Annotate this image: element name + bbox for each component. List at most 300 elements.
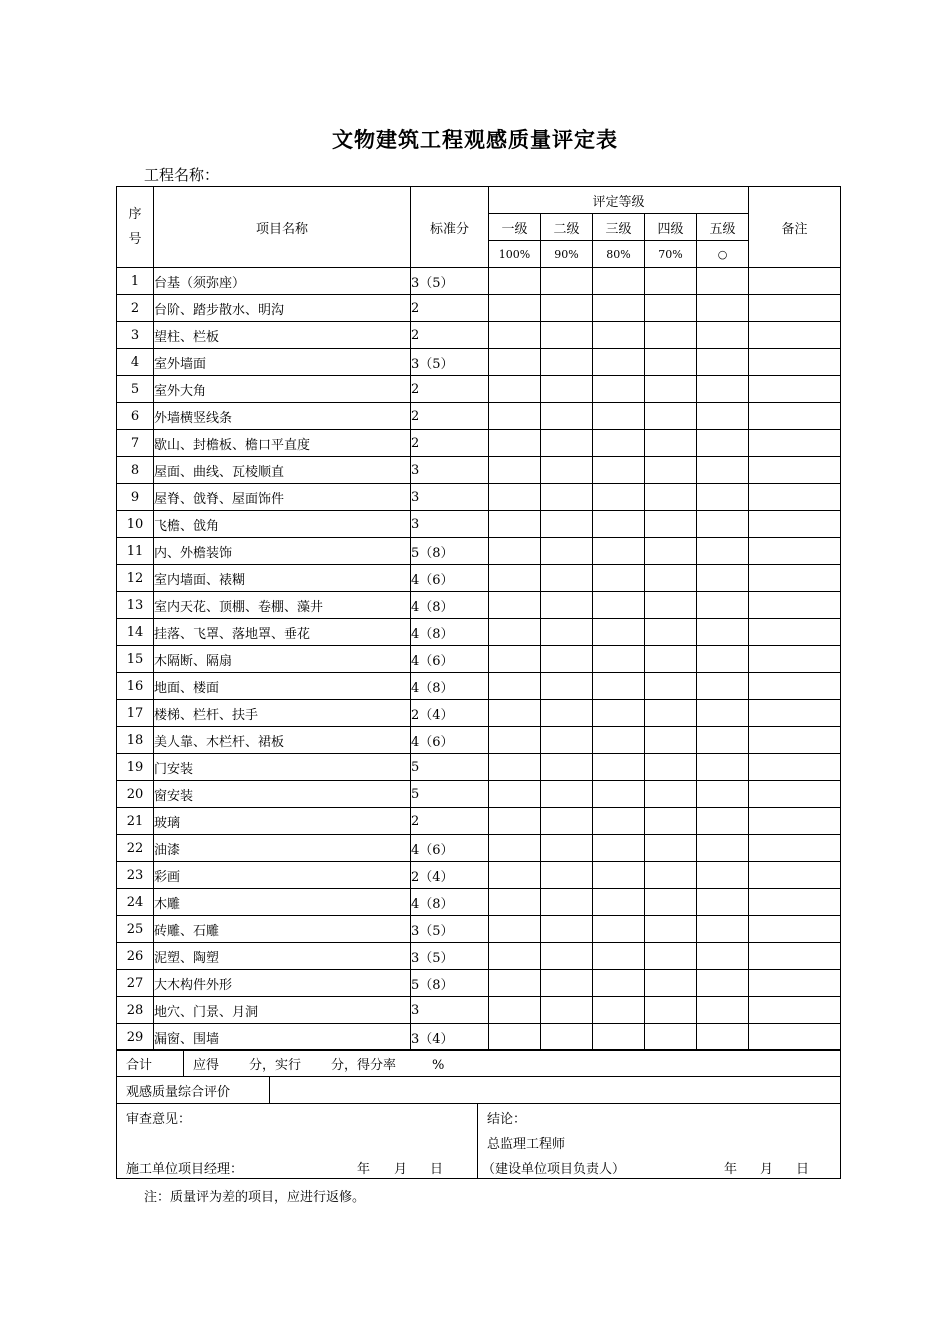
row-standard-score: 2 (411, 403, 489, 430)
grade-cell[interactable] (593, 592, 645, 619)
grade-cell[interactable] (645, 673, 697, 700)
grade-cell[interactable] (697, 349, 749, 376)
grade-cell[interactable] (489, 349, 541, 376)
table-row (117, 322, 841, 349)
remark-cell[interactable] (749, 484, 841, 511)
grade-cell[interactable] (697, 376, 749, 403)
review-opinion-label: 审查意见： (126, 1112, 192, 1127)
grade-cell[interactable] (697, 484, 749, 511)
remark-cell[interactable] (749, 511, 841, 538)
grade-cell[interactable] (593, 997, 645, 1024)
grade-cell[interactable] (489, 457, 541, 484)
grade-cell[interactable] (489, 997, 541, 1024)
row-standard-score: 2（4） (411, 700, 489, 727)
row-standard-score: 2 (411, 295, 489, 322)
row-item-name: 地穴、门景、月洞 (154, 997, 411, 1024)
table-row (117, 862, 841, 889)
table-row (117, 808, 841, 835)
remark-cell[interactable] (749, 592, 841, 619)
grade-cell[interactable] (645, 862, 697, 889)
row-number: 14 (117, 619, 154, 646)
row-item-name: 屋脊、戗脊、屋面饰件 (154, 484, 411, 511)
grade-cell[interactable] (593, 619, 645, 646)
grade-cell[interactable] (489, 808, 541, 835)
table-row (117, 916, 841, 943)
row-number: 12 (117, 565, 154, 592)
chief-supervisor-label: 总监理工程师 (487, 1137, 566, 1152)
grade-cell[interactable] (541, 295, 593, 322)
grade-cell[interactable] (697, 727, 749, 754)
grade-cell[interactable] (697, 430, 749, 457)
remark-header: 备注 (749, 187, 841, 268)
row-number: 13 (117, 592, 154, 619)
grade-cell[interactable] (645, 1024, 697, 1051)
row-item-name: 泥塑、陶塑 (154, 943, 411, 970)
grade-cell[interactable] (593, 403, 645, 430)
row-item-name: 彩画 (154, 862, 411, 889)
grade-cell[interactable] (645, 349, 697, 376)
remark-cell[interactable] (749, 1024, 841, 1051)
grade-cell[interactable] (541, 484, 593, 511)
row-number: 5 (117, 376, 154, 403)
grade-cell[interactable] (645, 727, 697, 754)
grade-name-header: 五级 (697, 214, 749, 241)
grade-cell[interactable] (645, 781, 697, 808)
row-item-name: 漏窗、围墙 (154, 1024, 411, 1051)
grade-cell[interactable] (541, 862, 593, 889)
grade-cell[interactable] (541, 754, 593, 781)
row-standard-score: 4（6） (411, 646, 489, 673)
grade-cell[interactable] (541, 349, 593, 376)
row-number: 18 (117, 727, 154, 754)
grade-cell[interactable] (489, 484, 541, 511)
grade-cell[interactable] (645, 322, 697, 349)
grade-cell[interactable] (541, 997, 593, 1024)
standard-score-header: 标准分 (411, 187, 489, 268)
row-item-name: 台阶、踏步散水、明沟 (154, 295, 411, 322)
remark-cell[interactable] (749, 268, 841, 295)
grade-cell[interactable] (697, 403, 749, 430)
table-row (117, 349, 841, 376)
grade-cell[interactable] (593, 916, 645, 943)
grade-cell[interactable] (697, 943, 749, 970)
review-opinion-box[interactable]: 审查意见： 施工单位项目经理： 年 月 日 (117, 1104, 478, 1179)
grade-cell[interactable] (489, 835, 541, 862)
grade-cell[interactable] (593, 430, 645, 457)
grade-percent-header: 70% (645, 241, 697, 268)
row-item-name: 楼梯、栏杆、扶手 (154, 700, 411, 727)
table-row (117, 295, 841, 322)
grade-cell[interactable] (489, 592, 541, 619)
grade-cell[interactable] (697, 700, 749, 727)
grade-cell[interactable] (697, 889, 749, 916)
remark-cell[interactable] (749, 700, 841, 727)
table-row (117, 619, 841, 646)
grade-cell[interactable] (489, 889, 541, 916)
table-row (117, 457, 841, 484)
grade-cell[interactable] (593, 565, 645, 592)
row-standard-score: 3 (411, 457, 489, 484)
grade-cell[interactable] (645, 808, 697, 835)
grade-cell[interactable] (697, 808, 749, 835)
grade-cell[interactable] (645, 916, 697, 943)
footnote: 注：质量评为差的项目，应进行返修。 (144, 1190, 366, 1205)
grade-cell[interactable] (645, 943, 697, 970)
table-row (117, 484, 841, 511)
grade-cell[interactable] (489, 619, 541, 646)
grade-cell[interactable] (541, 781, 593, 808)
grade-cell[interactable] (489, 916, 541, 943)
grade-cell[interactable] (541, 727, 593, 754)
remark-cell[interactable] (749, 295, 841, 322)
row-number: 9 (117, 484, 154, 511)
grade-cell[interactable] (697, 565, 749, 592)
row-item-name: 玻璃 (154, 808, 411, 835)
row-standard-score: 4（8） (411, 673, 489, 700)
row-standard-score: 4（6） (411, 565, 489, 592)
grade-cell[interactable] (593, 322, 645, 349)
grade-cell[interactable] (489, 295, 541, 322)
grade-cell[interactable] (697, 673, 749, 700)
remark-cell[interactable] (749, 835, 841, 862)
row-number: 1 (117, 268, 154, 295)
row-number: 24 (117, 889, 154, 916)
grade-percent-header: 80% (593, 241, 645, 268)
remark-cell[interactable] (749, 916, 841, 943)
table-row (117, 268, 841, 295)
remark-cell[interactable] (749, 862, 841, 889)
row-number: 15 (117, 646, 154, 673)
grade-cell[interactable] (697, 322, 749, 349)
grade-cell[interactable] (489, 376, 541, 403)
grade-cell[interactable] (593, 943, 645, 970)
row-standard-score: 2 (411, 376, 489, 403)
grade-cell[interactable] (697, 862, 749, 889)
grade-cell[interactable] (489, 268, 541, 295)
grade-cell[interactable] (541, 673, 593, 700)
grade-name-header: 四级 (645, 214, 697, 241)
row-number: 19 (117, 754, 154, 781)
grade-cell[interactable] (593, 295, 645, 322)
table-row (117, 565, 841, 592)
row-item-name: 油漆 (154, 835, 411, 862)
grade-cell[interactable] (541, 700, 593, 727)
grade-cell[interactable] (541, 808, 593, 835)
grade-cell[interactable] (541, 268, 593, 295)
grade-cell[interactable] (645, 511, 697, 538)
row-standard-score: 5（8） (411, 538, 489, 565)
grade-cell[interactable] (645, 592, 697, 619)
grade-cell[interactable] (593, 376, 645, 403)
table-row (117, 592, 841, 619)
table-row (117, 835, 841, 862)
grade-cell[interactable] (593, 835, 645, 862)
grade-cell[interactable] (593, 538, 645, 565)
row-number: 6 (117, 403, 154, 430)
remark-cell[interactable] (749, 322, 841, 349)
grade-cell[interactable] (697, 997, 749, 1024)
grade-cell[interactable] (697, 268, 749, 295)
table-row (117, 754, 841, 781)
grade-name-header: 一级 (489, 214, 541, 241)
summary-table (116, 1049, 841, 1179)
grade-cell[interactable] (541, 592, 593, 619)
row-number: 22 (117, 835, 154, 862)
grade-cell[interactable] (645, 835, 697, 862)
grade-cell[interactable] (541, 943, 593, 970)
grade-cell[interactable] (593, 1024, 645, 1051)
row-item-name: 地面、楼面 (154, 673, 411, 700)
grade-cell[interactable] (593, 511, 645, 538)
grade-cell[interactable] (489, 970, 541, 997)
row-item-name: 美人靠、木栏杆、裙板 (154, 727, 411, 754)
grade-cell[interactable] (645, 646, 697, 673)
grade-cell[interactable] (489, 781, 541, 808)
row-number: 17 (117, 700, 154, 727)
grade-cell[interactable] (593, 808, 645, 835)
construction-manager-label: 施工单位项目经理： (126, 1162, 244, 1177)
remark-cell[interactable] (749, 349, 841, 376)
remark-cell[interactable] (749, 970, 841, 997)
remark-cell[interactable] (749, 808, 841, 835)
remark-cell[interactable] (749, 403, 841, 430)
row-standard-score: 2 (411, 430, 489, 457)
grade-cell[interactable] (541, 970, 593, 997)
grade-cell[interactable] (489, 322, 541, 349)
grade-cell[interactable] (593, 970, 645, 997)
grade-cell[interactable] (697, 970, 749, 997)
grade-cell[interactable] (489, 862, 541, 889)
grade-cell[interactable] (697, 295, 749, 322)
remark-cell[interactable] (749, 538, 841, 565)
row-item-name: 内、外檐装饰 (154, 538, 411, 565)
table-row (117, 997, 841, 1024)
table-row (117, 727, 841, 754)
remark-cell[interactable] (749, 430, 841, 457)
grade-cell[interactable] (541, 376, 593, 403)
row-number: 27 (117, 970, 154, 997)
row-standard-score: 2 (411, 808, 489, 835)
grade-cell[interactable] (541, 430, 593, 457)
remark-cell[interactable] (749, 781, 841, 808)
row-number: 10 (117, 511, 154, 538)
conclusion-label: 结论： (487, 1112, 527, 1127)
table-row (117, 376, 841, 403)
row-item-name: 室内墙面、裱糊 (154, 565, 411, 592)
row-standard-score: 4（6） (411, 835, 489, 862)
grade-cell[interactable] (541, 619, 593, 646)
remark-cell[interactable] (749, 727, 841, 754)
grade-cell[interactable] (489, 565, 541, 592)
grade-cell[interactable] (489, 511, 541, 538)
grade-cell[interactable] (489, 538, 541, 565)
grade-cell[interactable] (697, 619, 749, 646)
grade-cell[interactable] (697, 1024, 749, 1051)
row-standard-score: 3（5） (411, 916, 489, 943)
remark-cell[interactable] (749, 889, 841, 916)
remark-cell[interactable] (749, 997, 841, 1024)
grade-cell[interactable] (593, 754, 645, 781)
item-name-header: 项目名称 (154, 187, 411, 268)
grade-cell[interactable] (593, 349, 645, 376)
row-item-name: 外墙横竖线条 (154, 403, 411, 430)
table-row (117, 430, 841, 457)
grade-cell[interactable] (697, 835, 749, 862)
grade-cell[interactable] (697, 646, 749, 673)
table-row (117, 970, 841, 997)
grade-cell[interactable] (593, 727, 645, 754)
table-row (117, 943, 841, 970)
owner-label: （建设单位项目负责人） (482, 1162, 626, 1177)
grade-cell[interactable] (697, 457, 749, 484)
row-item-name: 飞檐、戗角 (154, 511, 411, 538)
row-number: 21 (117, 808, 154, 835)
grade-cell[interactable] (593, 484, 645, 511)
remark-cell[interactable] (749, 565, 841, 592)
grade-name-header: 二级 (541, 214, 593, 241)
overall-evaluation-value[interactable] (270, 1077, 841, 1104)
grade-cell[interactable] (489, 1024, 541, 1051)
grade-cell[interactable] (489, 943, 541, 970)
row-standard-score: 3 (411, 484, 489, 511)
grade-cell[interactable] (541, 835, 593, 862)
grade-cell[interactable] (489, 673, 541, 700)
grade-cell[interactable] (645, 430, 697, 457)
table-row (117, 1024, 841, 1051)
row-item-name: 屋面、曲线、瓦棱顺直 (154, 457, 411, 484)
grade-cell[interactable] (645, 295, 697, 322)
row-standard-score: 3 (411, 511, 489, 538)
table-row (117, 673, 841, 700)
grade-cell[interactable] (697, 592, 749, 619)
grade-cell[interactable] (697, 916, 749, 943)
grade-cell[interactable] (593, 646, 645, 673)
page-title: 文物建筑工程观感质量评定表 (332, 127, 618, 152)
grade-cell[interactable] (593, 889, 645, 916)
row-number: 16 (117, 673, 154, 700)
grade-cell[interactable] (541, 403, 593, 430)
row-standard-score: 5（8） (411, 970, 489, 997)
row-standard-score: 5 (411, 754, 489, 781)
grade-cell[interactable] (645, 484, 697, 511)
row-item-name: 砖雕、石雕 (154, 916, 411, 943)
row-number: 4 (117, 349, 154, 376)
grade-cell[interactable] (541, 889, 593, 916)
row-number: 23 (117, 862, 154, 889)
row-item-name: 室外墙面 (154, 349, 411, 376)
grade-cell[interactable] (645, 565, 697, 592)
table-row (117, 781, 841, 808)
grade-cell[interactable] (697, 511, 749, 538)
grade-cell[interactable] (541, 1024, 593, 1051)
grade-cell[interactable] (645, 700, 697, 727)
grade-cell[interactable] (645, 403, 697, 430)
grade-cell[interactable] (645, 268, 697, 295)
row-item-name: 门安装 (154, 754, 411, 781)
row-standard-score: 3（5） (411, 943, 489, 970)
row-number: 25 (117, 916, 154, 943)
row-number: 3 (117, 322, 154, 349)
remark-cell[interactable] (749, 376, 841, 403)
row-number: 29 (117, 1024, 154, 1051)
conclusion-box[interactable]: 结论： 总监理工程师 （建设单位项目负责人） 年 月 日 (478, 1104, 841, 1179)
grade-cell[interactable] (645, 997, 697, 1024)
grade-cell[interactable] (645, 457, 697, 484)
row-item-name: 大木构件外形 (154, 970, 411, 997)
remark-cell[interactable] (749, 943, 841, 970)
evaluation-table (116, 186, 841, 1051)
grade-cell[interactable] (541, 646, 593, 673)
row-standard-score: 4（8） (411, 592, 489, 619)
row-standard-score: 3 (411, 997, 489, 1024)
grade-cell[interactable] (541, 457, 593, 484)
grade-cell[interactable] (697, 538, 749, 565)
grade-cell[interactable] (593, 268, 645, 295)
grade-cell[interactable] (593, 862, 645, 889)
grade-cell[interactable] (541, 322, 593, 349)
grade-cell[interactable] (645, 376, 697, 403)
row-standard-score: 3（5） (411, 349, 489, 376)
grade-cell[interactable] (645, 619, 697, 646)
grade-cell[interactable] (593, 673, 645, 700)
table-row (117, 700, 841, 727)
grade-cell[interactable] (541, 511, 593, 538)
grade-cell[interactable] (489, 430, 541, 457)
grade-cell[interactable] (593, 457, 645, 484)
grade-percent-header: 100% (489, 241, 541, 268)
grade-cell[interactable] (697, 754, 749, 781)
grade-cell[interactable] (489, 646, 541, 673)
grade-percent-header: ○ (697, 241, 749, 268)
grade-cell[interactable] (645, 754, 697, 781)
row-item-name: 歇山、封檐板、檐口平直度 (154, 430, 411, 457)
row-item-name: 室内天花、顶棚、卷棚、藻井 (154, 592, 411, 619)
grade-cell[interactable] (541, 916, 593, 943)
grade-cell[interactable] (489, 700, 541, 727)
table-row (117, 511, 841, 538)
remark-cell[interactable] (749, 754, 841, 781)
row-standard-score: 4（8） (411, 889, 489, 916)
row-standard-score: 3（4） (411, 1024, 489, 1051)
row-standard-score: 2（4） (411, 862, 489, 889)
remark-cell[interactable] (749, 457, 841, 484)
grade-cell[interactable] (489, 727, 541, 754)
grade-cell[interactable] (593, 700, 645, 727)
table-row (117, 403, 841, 430)
remark-cell[interactable] (749, 673, 841, 700)
total-formula: 应得 分，实行 分，得分率 % (184, 1050, 841, 1077)
row-number: 11 (117, 538, 154, 565)
grade-cell[interactable] (489, 403, 541, 430)
project-name-label: 工程名称： (144, 166, 220, 184)
remark-cell[interactable] (749, 619, 841, 646)
grade-cell[interactable] (645, 970, 697, 997)
row-standard-score: 4（6） (411, 727, 489, 754)
row-standard-score: 5 (411, 781, 489, 808)
row-item-name: 木隔断、隔扇 (154, 646, 411, 673)
grade-cell[interactable] (645, 538, 697, 565)
row-number: 2 (117, 295, 154, 322)
row-number: 7 (117, 430, 154, 457)
grade-cell[interactable] (697, 781, 749, 808)
remark-cell[interactable] (749, 646, 841, 673)
row-item-name: 台基（须弥座） (154, 268, 411, 295)
grade-cell[interactable] (541, 565, 593, 592)
grade-cell[interactable] (645, 889, 697, 916)
grade-cell[interactable] (489, 754, 541, 781)
grade-cell[interactable] (541, 538, 593, 565)
grade-cell[interactable] (593, 781, 645, 808)
